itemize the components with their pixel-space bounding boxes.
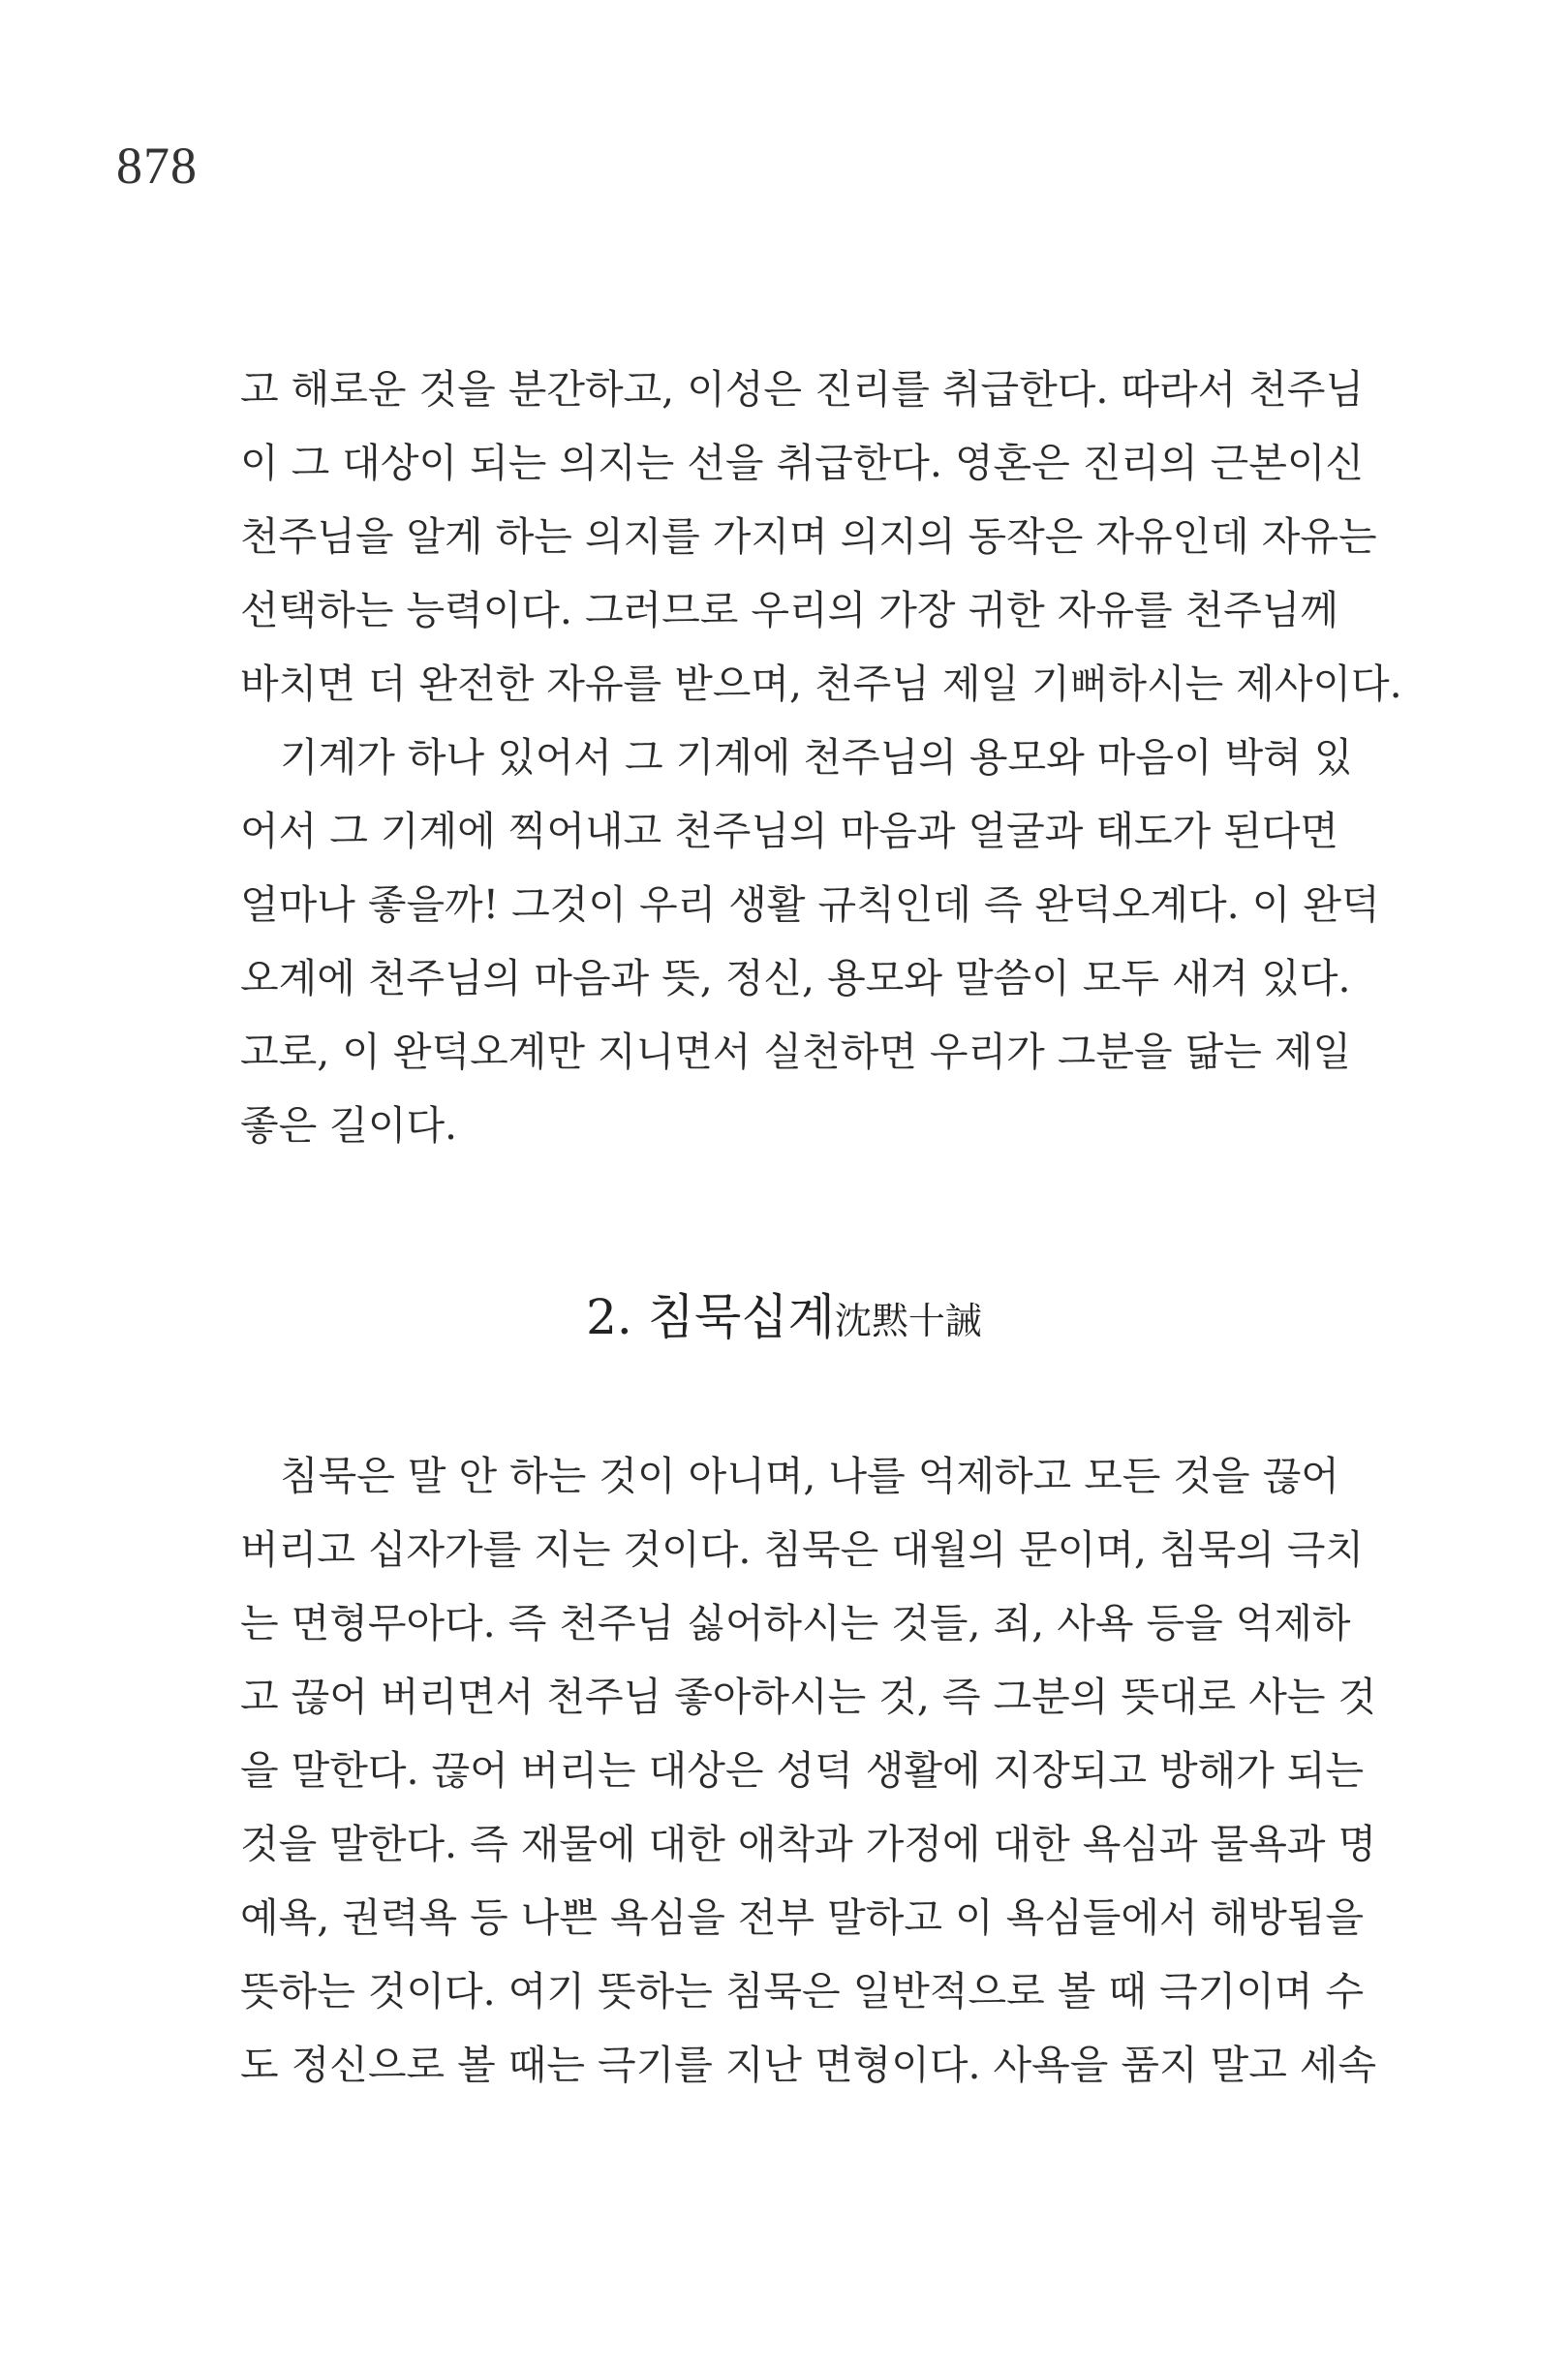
text-line: 고 끊어 버리면서 천주님 좋아하시는 것, 즉 그분의 뜻대로 사는 것: [240, 1674, 1377, 1720]
text-line: 오계에 천주님의 마음과 뜻, 정신, 용모와 말씀이 모두 새겨 있다.: [240, 955, 1351, 1001]
text-line: 기계가 하나 있어서 그 기계에 천주님의 용모와 마음이 박혀 있: [240, 734, 1353, 781]
text-line: 것을 말한다. 즉 재물에 대한 애착과 가정에 대한 욕심과 물욕과 명: [240, 1821, 1377, 1867]
text-line: 을 말한다. 끊어 버리는 대상은 성덕 생활에 지장되고 방해가 되는: [240, 1747, 1365, 1794]
text-line: 선택하는 능력이다. 그러므로 우리의 가장 귀한 자유를 천주님께: [240, 587, 1339, 633]
body-text-top: [240, 353, 1402, 1162]
text-line: 예욕, 권력욕 등 나쁜 욕심을 전부 말하고 이 욕심들에서 해방됨을: [240, 1894, 1365, 1941]
text-line: 고 해로운 것을 분간하고, 이성은 진리를 취급한다. 따라서 천주님: [240, 366, 1365, 413]
section-title-hanja: 沈黙十誡: [834, 1300, 982, 1342]
page-number: 878: [116, 137, 198, 195]
text-line: 바치면 더 완전한 자유를 받으며, 천주님 제일 기뻐하시는 제사이다.: [240, 661, 1402, 707]
text-line: 침묵은 말 안 하는 것이 아니며, 나를 억제하고 모든 것을 끊어: [240, 1453, 1339, 1499]
text-line: 얼마나 좋을까! 그것이 우리 생활 규칙인데 즉 완덕오계다. 이 완덕: [240, 881, 1380, 928]
text-line: 는 면형무아다. 즉 천주님 싫어하시는 것들, 죄, 사욕 등을 억제하: [240, 1600, 1351, 1646]
text-line: 이 그 대상이 되는 의지는 선을 취급한다. 영혼은 진리의 근본이신: [240, 440, 1365, 486]
text-line: 어서 그 기계에 찍어내고 천주님의 마음과 얼굴과 태도가 된다면: [240, 808, 1339, 854]
text-line: 고로, 이 완덕오계만 지니면서 실천하면 우리가 그분을 닮는 제일: [240, 1029, 1352, 1075]
text-line: 버리고 십자가를 지는 것이다. 침묵은 대월의 문이며, 침묵의 극치: [240, 1526, 1365, 1573]
text-line: 도 정신으로 볼 때는 극기를 지난 면형이다. 사욕을 품지 말고 세속: [240, 2042, 1377, 2088]
text-line: 뜻하는 것이다. 여기 뜻하는 침묵은 일반적으로 볼 때 극기이며 수: [240, 1968, 1365, 2014]
body-text-bottom: [240, 1439, 1377, 2102]
text-line: 천주님을 알게 하는 의지를 가지며 의지의 동작은 자유인데 자유는: [240, 513, 1377, 560]
section-title: 2. 침묵십계: [586, 1289, 835, 1345]
text-line: 좋은 길이다.: [240, 1102, 458, 1149]
section-heading: [0, 1278, 1568, 1360]
